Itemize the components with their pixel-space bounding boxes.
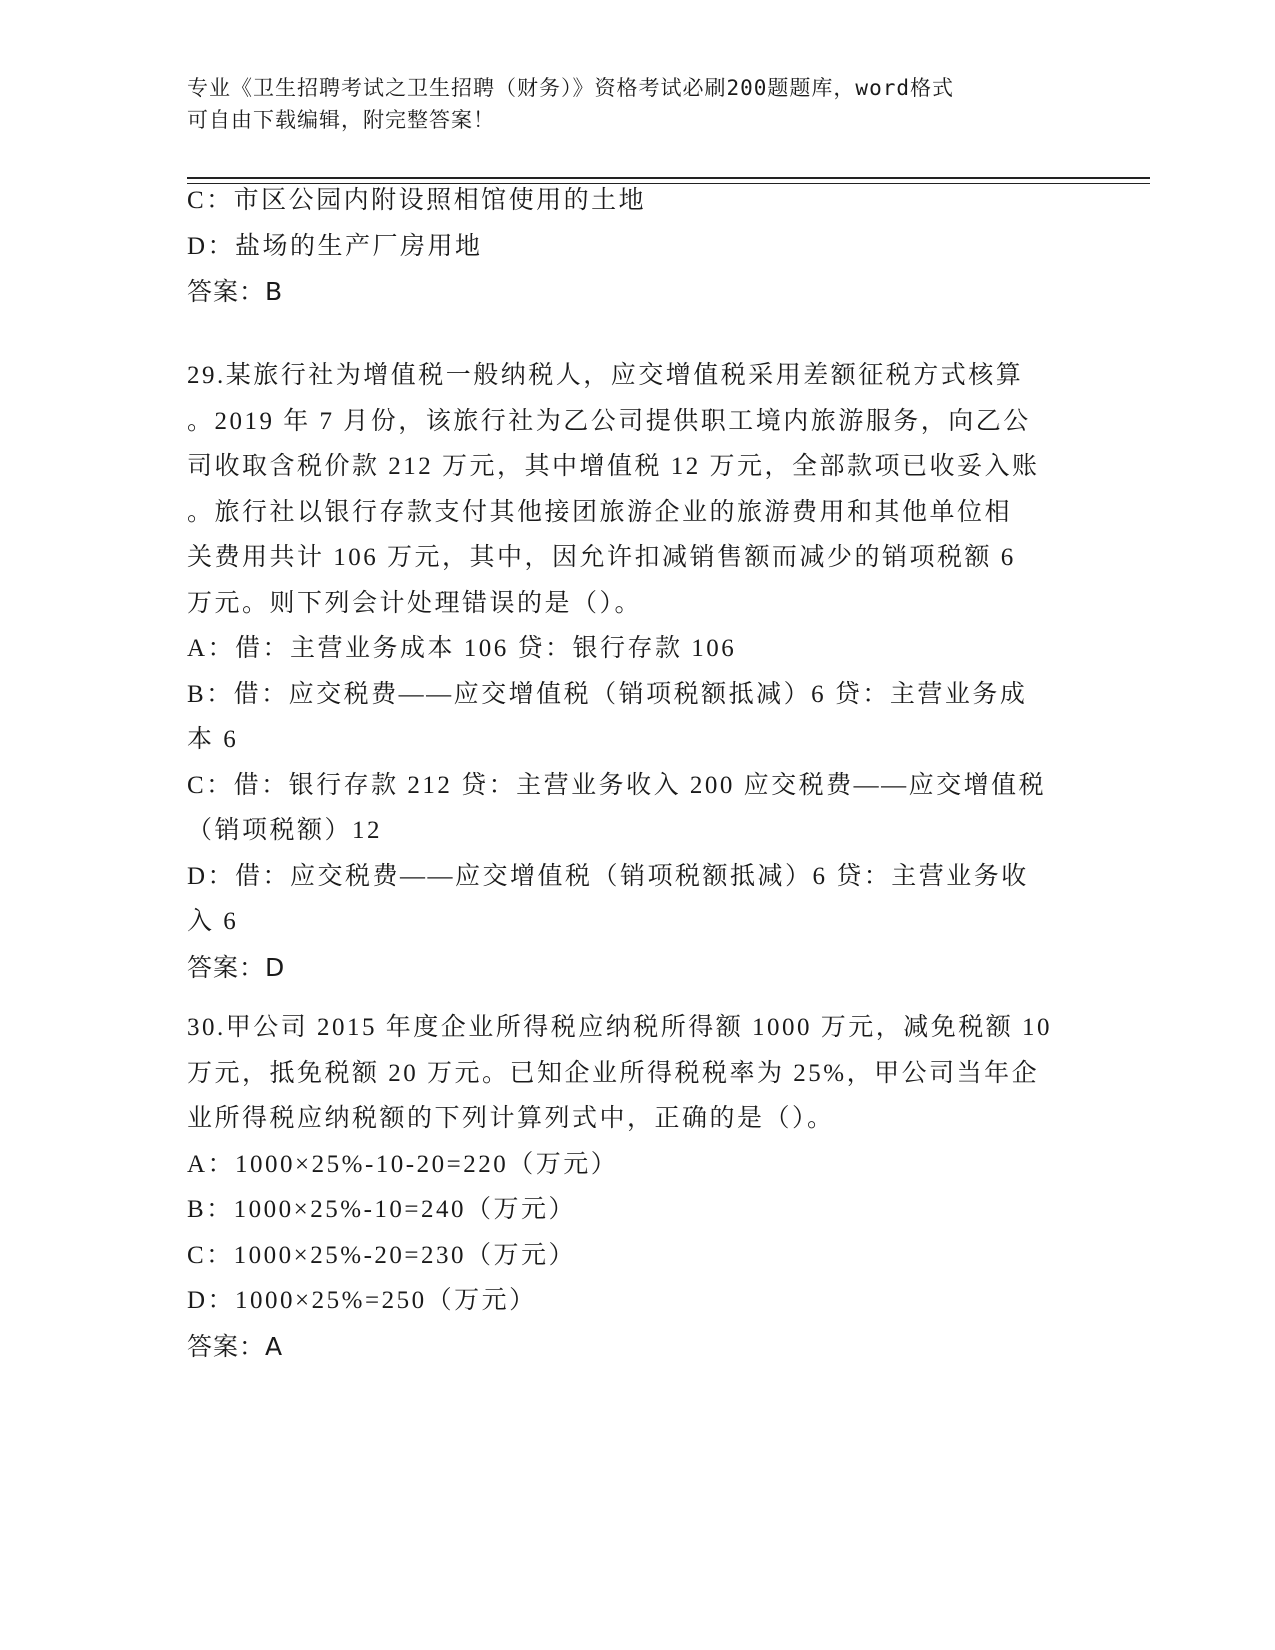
option-b: B：1000×25%-10=240（万元） xyxy=(187,1196,577,1223)
stem-line: 司收取含税价款 212 万元，其中增值税 12 万元，全部款项已收妥入账 xyxy=(187,453,1040,480)
header-line-1: 专业《卫生招聘考试之卫生招聘（财务）》资格考试必刷200题题库，word格式 xyxy=(187,76,954,100)
header-line-2: 可自由下载编辑，附完整答案！ xyxy=(187,108,495,132)
answer-line: 答案：B xyxy=(187,277,284,306)
question-30 xyxy=(187,1005,1087,1369)
option-a: A：借：主营业务成本 106 贷：银行存款 106 xyxy=(187,635,737,662)
option-a: A：1000×25%-10-20=220（万元） xyxy=(187,1150,619,1178)
option-d-cont: 入 6 xyxy=(187,908,239,935)
option-b: B：借：应交税费——应交增值税（销项税额抵减）6 贷：主营业务成 xyxy=(187,680,1028,708)
stem-line: 。旅行社以银行存款支付其他接团旅游企业的旅游费用和其他单位相 xyxy=(187,498,1013,526)
answer-line: 答案：A xyxy=(187,1331,284,1361)
stem-line: 业所得税应纳税额的下列计算列式中，正确的是（）。 xyxy=(187,1105,835,1132)
option-c: C：借：银行存款 212 贷：主营业务收入 200 应交税费——应交增值税 xyxy=(187,771,1047,799)
stem-line: 万元，抵免税额 20 万元。已知企业所得税税率为 25%，甲公司当年企 xyxy=(187,1059,1040,1087)
stem-line: 30.甲公司 2015 年度企业所得税应纳税所得额 1000 万元，减免税额 10 xyxy=(187,1014,1053,1041)
option-d: D：借：应交税费——应交增值税（销项税额抵减）6 贷：主营业务收 xyxy=(187,862,1029,890)
option-c-cont: （销项税额）12 xyxy=(187,817,383,844)
stem-line: 万元。则下列会计处理错误的是（）。 xyxy=(187,589,643,617)
option-b-cont: 本 6 xyxy=(187,726,239,753)
stem-line: 。2019 年 7 月份，该旅行社为乙公司提供职工境内旅游服务，向乙公 xyxy=(187,407,1031,435)
stem-line: 29.某旅行社为增值税一般纳税人，应交增值税采用差额征税方式核算 xyxy=(187,362,1024,389)
prev-question xyxy=(187,178,1087,315)
option-c: C：1000×25%-20=230（万元） xyxy=(187,1241,577,1269)
option-d: D：1000×25%=250（万元） xyxy=(187,1287,537,1314)
page-header xyxy=(187,72,1067,136)
stem-line: 关费用共计 106 万元，其中，因允许扣减销售额而减少的销项税额 6 xyxy=(187,544,1016,571)
option-c: C：市区公园内附设照相馆使用的土地 xyxy=(187,187,647,214)
option-d: D：盐场的生产厂房用地 xyxy=(187,232,483,260)
answer-line: 答案：D xyxy=(187,952,286,982)
question-29 xyxy=(187,353,1087,990)
